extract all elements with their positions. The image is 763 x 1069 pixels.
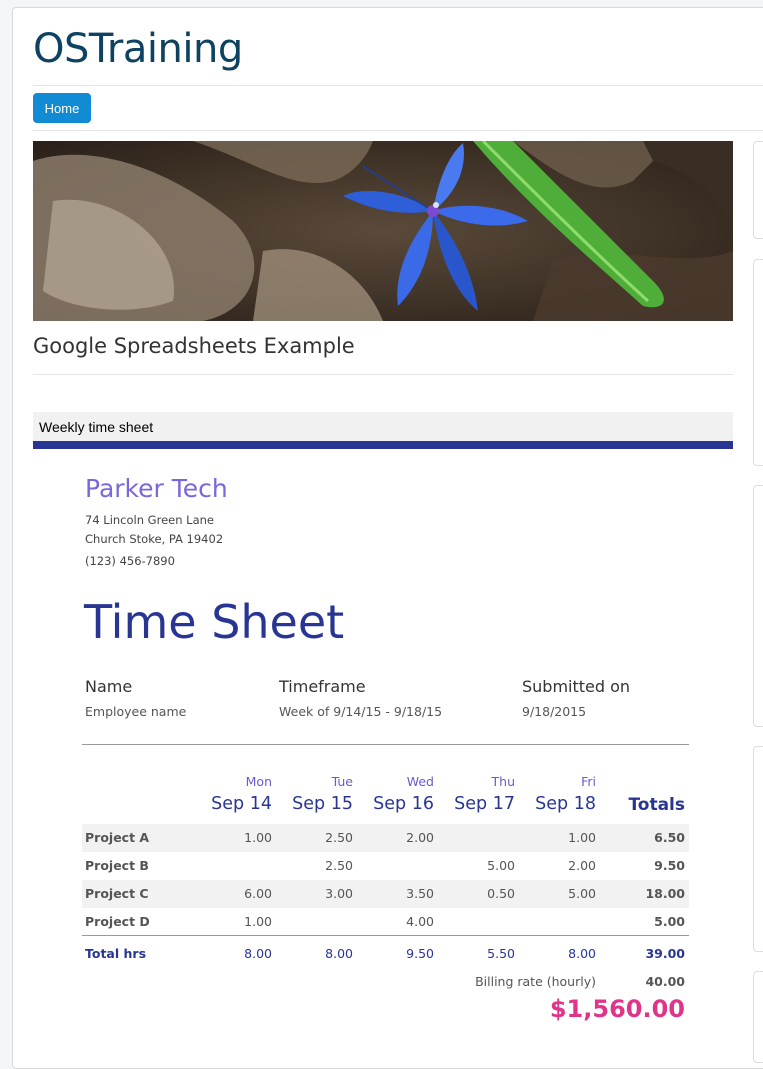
day-name-mon: Mon (245, 774, 272, 789)
billing-rate-value: 40.00 (645, 974, 685, 989)
grand-hours-total: 39.00 (645, 946, 685, 961)
table-row (82, 880, 689, 908)
site-title[interactable]: OSTraining (33, 26, 243, 72)
sidebar-module (753, 746, 763, 952)
home-nav-button[interactable]: Home (33, 93, 91, 123)
day-name-wed: Wed (406, 774, 434, 789)
day-date-thu: Sep 17 (454, 794, 515, 814)
hours-cell: 1.00 (568, 830, 596, 845)
hours-cell: 6.00 (244, 886, 272, 901)
hours-cell: 2.50 (325, 858, 353, 873)
row-total: 9.50 (654, 858, 685, 873)
sheet-tab-bar (33, 412, 733, 449)
total-hours-cell: 5.50 (487, 946, 515, 961)
submitted-label: Submitted on (522, 677, 631, 696)
total-hours-row (82, 940, 689, 968)
hours-cell: 3.00 (325, 886, 353, 901)
row-total: 5.00 (654, 914, 685, 929)
company-address-line2: Church Stoke, PA 19402 (85, 532, 224, 546)
grand-total-amount: $1,560.00 (549, 995, 685, 1023)
sidebar-module (753, 485, 763, 727)
total-hours-cell: 8.00 (325, 946, 353, 961)
article-title: Google Spreadsheets Example (33, 334, 355, 358)
table-row (82, 852, 689, 880)
nav-divider (33, 130, 763, 131)
day-date-mon: Sep 14 (211, 794, 272, 814)
hours-cell: 1.00 (244, 830, 272, 845)
name-value: Employee name (85, 704, 187, 719)
sidebar-module (753, 971, 763, 1063)
meta-divider (82, 744, 689, 745)
billing-rate-label: Billing rate (hourly) (475, 974, 596, 989)
timeframe-value: Week of 9/14/15 - 9/18/15 (279, 704, 443, 719)
total-hours-cell: 8.00 (568, 946, 596, 961)
total-hours-cell: 8.00 (244, 946, 272, 961)
hours-cell: 3.50 (406, 886, 434, 901)
hours-cell: 2.00 (568, 858, 596, 873)
day-date-fri: Sep 18 (535, 794, 596, 814)
totals-header: Totals (628, 795, 685, 815)
submitted-value: 9/18/2015 (522, 704, 587, 719)
table-row (82, 824, 689, 852)
sidebar-module (753, 141, 763, 239)
hours-cell: 0.50 (487, 886, 515, 901)
row-total: 6.50 (654, 830, 685, 845)
day-name-thu: Thu (491, 774, 515, 789)
row-total: 18.00 (645, 886, 685, 901)
company-phone: (123) 456-7890 (85, 554, 175, 568)
article-divider (33, 374, 733, 375)
day-date-tue: Sep 15 (292, 794, 353, 814)
hours-cell: 1.00 (244, 914, 272, 929)
company-name: Parker Tech (85, 474, 228, 503)
project-name: Project A (85, 830, 150, 845)
hours-cell: 2.00 (406, 830, 434, 845)
hours-cell: 5.00 (487, 858, 515, 873)
sheet-tab-label[interactable]: Weekly time sheet (39, 419, 154, 435)
timeframe-label: Timeframe (279, 677, 366, 696)
project-name: Project C (85, 886, 149, 901)
hours-cell: 5.00 (568, 886, 596, 901)
project-name: Project D (85, 914, 150, 929)
total-hours-cell: 9.50 (406, 946, 434, 961)
sidebar-module (753, 259, 763, 466)
hours-cell: 4.00 (406, 914, 434, 929)
day-name-tue: Tue (331, 774, 353, 789)
table-row (82, 908, 689, 936)
hours-cell: 2.50 (325, 830, 353, 845)
day-date-wed: Sep 16 (373, 794, 434, 814)
banner-image (33, 141, 733, 321)
header-divider (33, 85, 763, 86)
company-address-line1: 74 Lincoln Green Lane (85, 513, 214, 527)
day-name-fri: Fri (581, 774, 596, 789)
total-hours-label: Total hrs (85, 946, 147, 961)
name-label: Name (85, 677, 133, 696)
project-name: Project B (85, 858, 149, 873)
timesheet-title: Time Sheet (84, 595, 345, 649)
totals-divider (82, 935, 689, 936)
